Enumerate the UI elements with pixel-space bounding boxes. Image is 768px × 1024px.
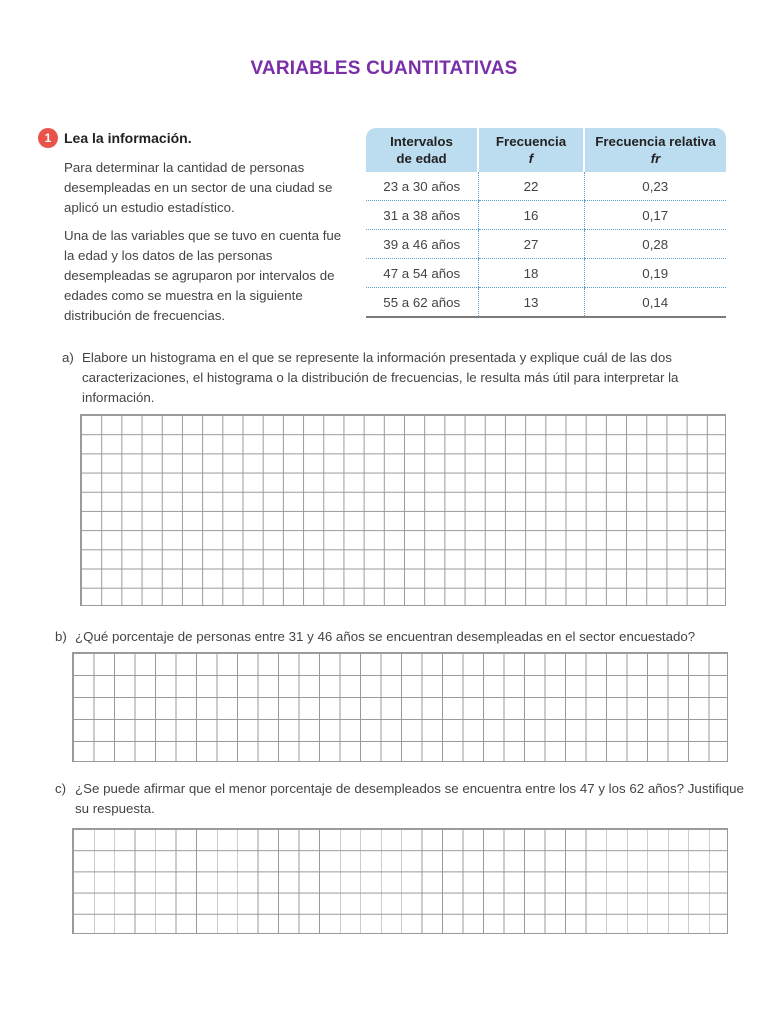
table-row xyxy=(366,201,726,230)
question-c xyxy=(55,779,745,819)
table-row xyxy=(366,172,726,201)
cell-relative-frequency: 0,14 xyxy=(584,288,726,318)
table-row xyxy=(366,288,726,318)
header-intervals xyxy=(366,128,478,172)
cell-interval: 39 a 46 años xyxy=(366,230,478,259)
cell-frequency: 18 xyxy=(478,259,584,288)
header-frequency-symbol: f xyxy=(528,151,534,166)
header-intervals-line1: Intervalos xyxy=(390,134,453,149)
cell-frequency: 16 xyxy=(478,201,584,230)
answer-grid-a[interactable] xyxy=(80,414,726,606)
exercise-number-badge: 1 xyxy=(38,128,58,148)
cell-relative-frequency: 0,28 xyxy=(584,230,726,259)
table-row xyxy=(366,230,726,259)
intro-paragraph: Para determinar la cantidad de personas desempleadas en un sector de una ciudad se aplicó un estudio estadístico. xyxy=(64,160,333,215)
page-title: VARIABLES CUANTITATIVAS xyxy=(250,58,518,79)
cell-relative-frequency: 0,23 xyxy=(584,172,726,201)
exercise-heading: Lea la información. xyxy=(64,130,192,146)
cell-interval: 31 a 38 años xyxy=(366,201,478,230)
header-relative-frequency xyxy=(584,128,726,172)
table-header-row xyxy=(366,128,726,172)
answer-grid-b[interactable] xyxy=(72,652,728,762)
cell-interval: 55 a 62 años xyxy=(366,288,478,318)
cell-frequency: 27 xyxy=(478,230,584,259)
question-c-letter: c) xyxy=(55,781,67,796)
question-b xyxy=(55,627,745,647)
question-a-text: Elabore un histograma en el que se represente la información presentada y explique cuál de las dos caracterizaciones, el histograma o la distribución de frecuencias, le resulta más útil para interpretar la información. xyxy=(82,350,679,405)
cell-interval: 47 a 54 años xyxy=(366,259,478,288)
question-b-text: ¿Qué porcentaje de personas entre 31 y 46 años se encuentran desempleadas en el sector encuestado? xyxy=(75,629,696,644)
header-frequency-line1: Frecuencia xyxy=(495,134,567,149)
answer-grid-c[interactable] xyxy=(72,828,728,934)
exercise-intro xyxy=(38,128,348,334)
cell-interval: 23 a 30 años xyxy=(366,172,478,201)
frequency-table xyxy=(366,128,726,318)
header-relative-frequency-symbol: fr xyxy=(650,151,661,166)
header-frequency xyxy=(478,128,584,172)
intro-paragraph: Una de las variables que se tuvo en cuenta fue la edad y los datos de las personas desempleadas se agruparon por intervalos de edades como se muestra en la siguiente distribución de frecuencias. xyxy=(64,228,342,323)
cell-frequency: 13 xyxy=(478,288,584,318)
cell-relative-frequency: 0,17 xyxy=(584,201,726,230)
exercise-header xyxy=(38,128,348,148)
cell-frequency: 22 xyxy=(478,172,584,201)
header-relative-frequency-line1: Frecuencia relativa xyxy=(595,134,716,149)
header-intervals-line2: de edad xyxy=(396,151,447,166)
question-a xyxy=(62,348,726,408)
question-a-letter: a) xyxy=(62,350,74,365)
question-b-letter: b) xyxy=(55,629,67,644)
question-c-text: ¿Se puede afirmar que el menor porcentaje de desempleados se encuentra entre los 47 y los 62 años? Justifique su respuesta. xyxy=(75,781,744,816)
table-row xyxy=(366,259,726,288)
cell-relative-frequency: 0,19 xyxy=(584,259,726,288)
